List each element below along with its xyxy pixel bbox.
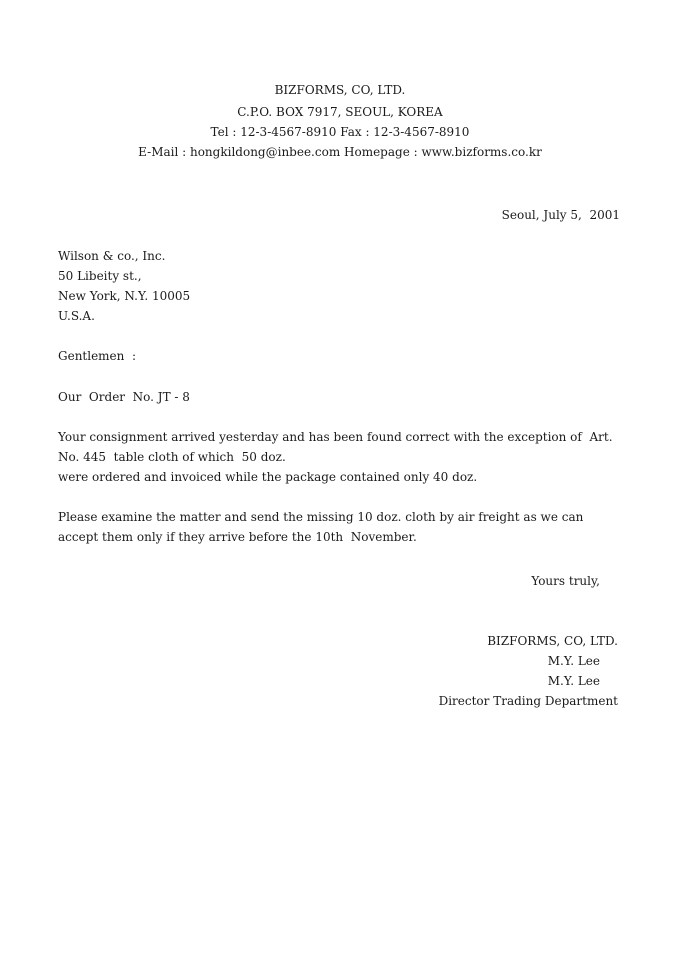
signature-name-2: M.Y. Lee xyxy=(547,674,600,688)
body-paragraph-2-line-2: accept them only if they arrive before the 10th November. xyxy=(58,530,417,544)
letterhead-email-homepage: E-Mail : hongkildong@inbee.com Homepage : www.bizforms.co.kr xyxy=(138,145,542,159)
letterhead-address: C.P.O. BOX 7917, SEOUL, KOREA xyxy=(237,105,443,119)
signature-company: BIZFORMS, CO, LTD. xyxy=(487,634,618,648)
signature-name-1: M.Y. Lee xyxy=(547,654,600,668)
recipient-line-4: U.S.A. xyxy=(58,309,95,323)
letterhead-company: BIZFORMS, CO, LTD. xyxy=(274,83,406,97)
recipient-line-1: Wilson & co., Inc. xyxy=(58,249,166,263)
signature-title: Director Trading Department xyxy=(438,694,618,708)
letter-date: Seoul, July 5, 2001 xyxy=(501,208,620,222)
closing: Yours truly, xyxy=(531,574,600,588)
recipient-line-3: New York, N.Y. 10005 xyxy=(58,289,191,303)
order-reference: Our Order No. JT - 8 xyxy=(58,390,190,404)
salutation: Gentlemen : xyxy=(58,349,137,363)
body-paragraph-1-line-2: No. 445 table cloth of which 50 doz. xyxy=(58,450,286,464)
recipient-line-2: 50 Libeity st., xyxy=(58,269,142,283)
letterhead-phone-fax: Tel : 12-3-4567-8910 Fax : 12-3-4567-8910 xyxy=(210,125,470,139)
body-paragraph-1-line-3: were ordered and invoiced while the package contained only 40 doz. xyxy=(58,470,478,484)
body-paragraph-1-line-1: Your consignment arrived yesterday and has been found correct with the exception of Art. xyxy=(58,430,613,444)
body-paragraph-2-line-1: Please examine the matter and send the missing 10 doz. cloth by air freight as we can xyxy=(58,510,584,524)
